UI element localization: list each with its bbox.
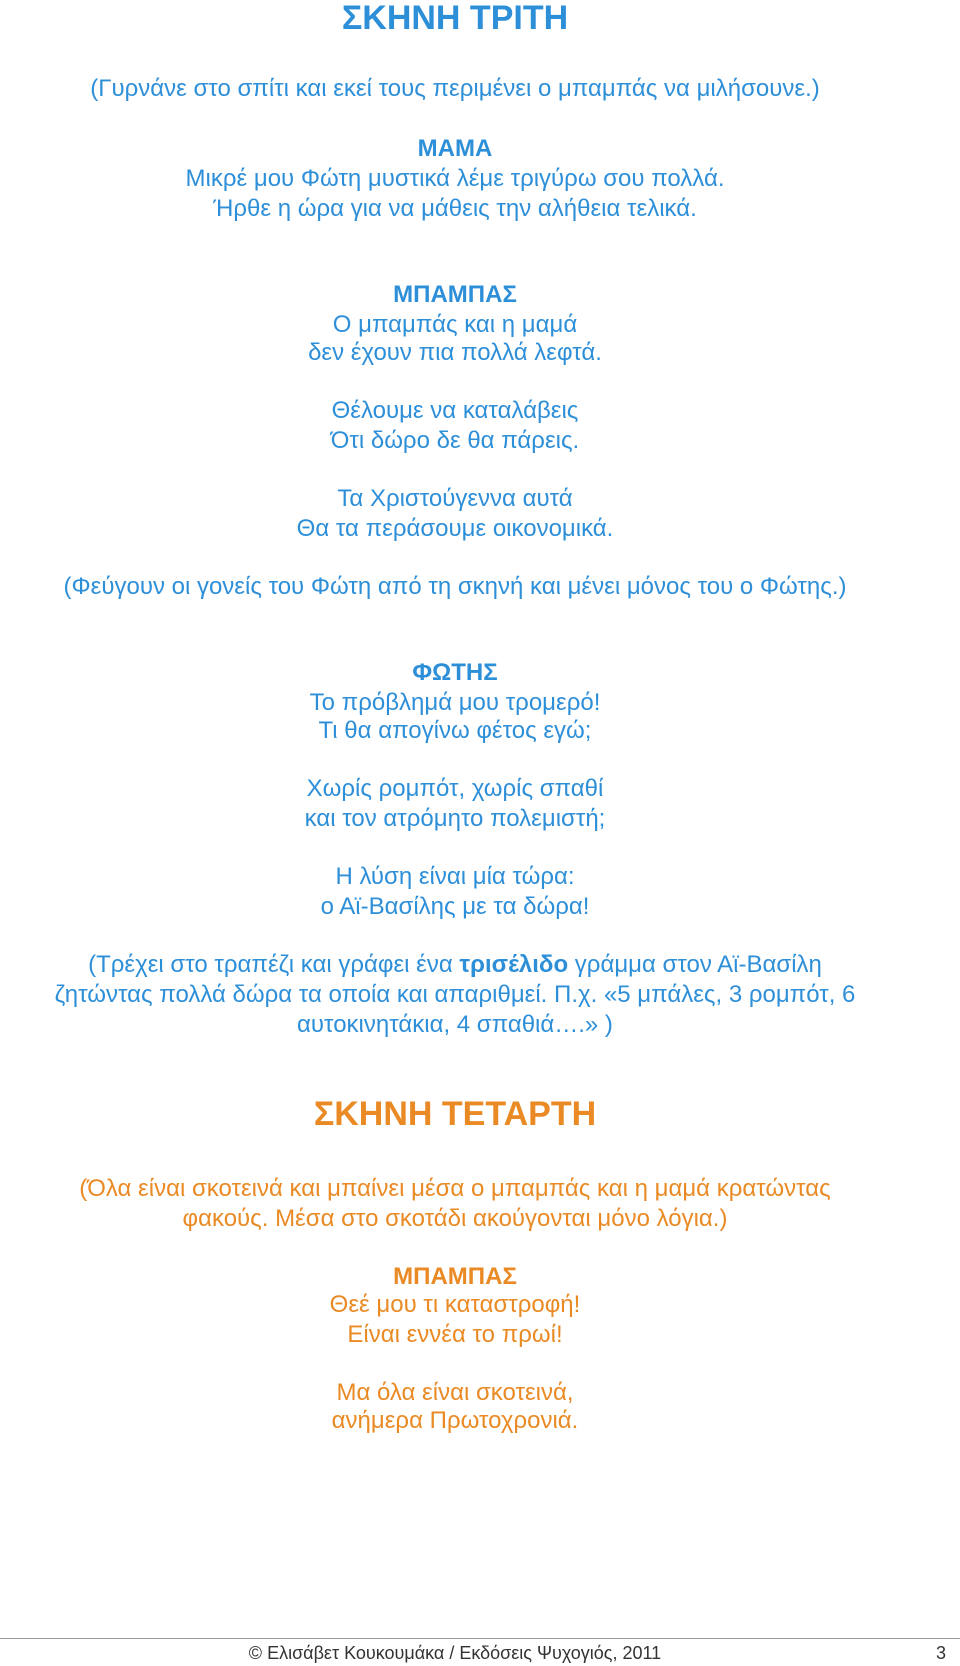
dialogue-line: Χωρίς ρομπότ, χωρίς σπαθί: [306, 775, 604, 802]
dialogue-line: Μα όλα είναι σκοτεινά,: [336, 1379, 574, 1406]
copyright-icon: ©: [248, 1643, 263, 1663]
page-number: 3: [936, 1643, 947, 1663]
dialogue-line: Θα τα περάσουμε οικονομικά.: [296, 515, 614, 542]
dialogue-line: Τι θα απογίνω φέτος εγώ;: [318, 717, 592, 744]
dialogue-line: ανήμερα Πρωτοχρονιά.: [331, 1407, 579, 1434]
stage-direction: (Φεύγουν οι γονείς του Φώτη από τη σκηνή και μένει μόνος του ο Φώτης.): [63, 573, 847, 600]
direction-text: γράμμα στον Αϊ-Βασίλη: [568, 951, 822, 978]
scene-title: ΣΚΗΝΗ ΤΡΙΤΗ: [341, 0, 569, 37]
direction-emphasis: τρισέλιδο: [459, 951, 569, 978]
footer-credit: [0, 1642, 910, 1664]
speaker-name: ΦΩΤΗΣ: [412, 659, 498, 686]
dialogue-line: Είναι εννέα το πρωί!: [347, 1321, 563, 1348]
speaker-name: ΜΠΑΜΠΑΣ: [393, 1263, 517, 1290]
footer-text: Ελισάβετ Κουκουμάκα / Εκδόσεις Ψυχογιός, 2011: [267, 1643, 662, 1663]
dialogue-line: Το πρόβλημά μου τρομερό!: [309, 689, 601, 716]
speaker-name: ΜΑΜΑ: [417, 135, 493, 162]
stage-direction: [0, 950, 910, 980]
scene-title: ΣΚΗΝΗ ΤΕΤΑΡΤΗ: [313, 1095, 597, 1133]
dialogue-line: Η λύση είναι μία τώρα:: [335, 863, 575, 890]
dialogue-line: και τον ατρόμητο πολεμιστή;: [304, 805, 606, 832]
dialogue-line: Θεέ μου τι καταστροφή!: [329, 1291, 581, 1318]
dialogue-line: δεν έχουν πια πολλά λεφτά.: [308, 339, 602, 366]
stage-direction: (Γυρνάνε στο σπίτι και εκεί τους περιμένει ο μπαμπάς να μιλήσουνε.): [90, 75, 820, 102]
direction-text: (Τρέχει στο τραπέζι και γράφει ένα: [88, 951, 460, 978]
dialogue-line: Τα Χριστούγεννα αυτά: [337, 485, 573, 512]
footer-divider: [0, 1638, 960, 1639]
stage-direction: φακούς. Μέσα στο σκοτάδι ακούγονται μόνο λόγια.): [182, 1205, 728, 1232]
stage-direction: αυτοκινητάκια, 4 σπαθιά….» ): [297, 1011, 613, 1038]
stage-direction: ζητώντας πολλά δώρα τα οποία και απαριθμεί. Π.χ. «5 μπάλες, 3 ρομπότ, 6: [54, 981, 856, 1008]
dialogue-line: Ότι δώρο δε θα πάρεις.: [330, 427, 580, 454]
speaker-name: ΜΠΑΜΠΑΣ: [393, 281, 517, 308]
dialogue-line: ο Αϊ-Βασίλης με τα δώρα!: [320, 893, 590, 920]
dialogue-line: Θέλουμε να καταλάβεις: [331, 397, 579, 424]
stage-direction: (Όλα είναι σκοτεινά και μπαίνει μέσα ο μπαμπάς και η μαμά κρατώντας: [79, 1175, 831, 1202]
dialogue-line: Μικρέ μου Φώτη μυστικά λέμε τριγύρω σου πολλά.: [185, 165, 725, 192]
dialogue-line: Ο μπαμπάς και η μαμά: [332, 311, 578, 338]
dialogue-line: Ήρθε η ώρα για να μάθεις την αλήθεια τελικά.: [213, 195, 697, 222]
